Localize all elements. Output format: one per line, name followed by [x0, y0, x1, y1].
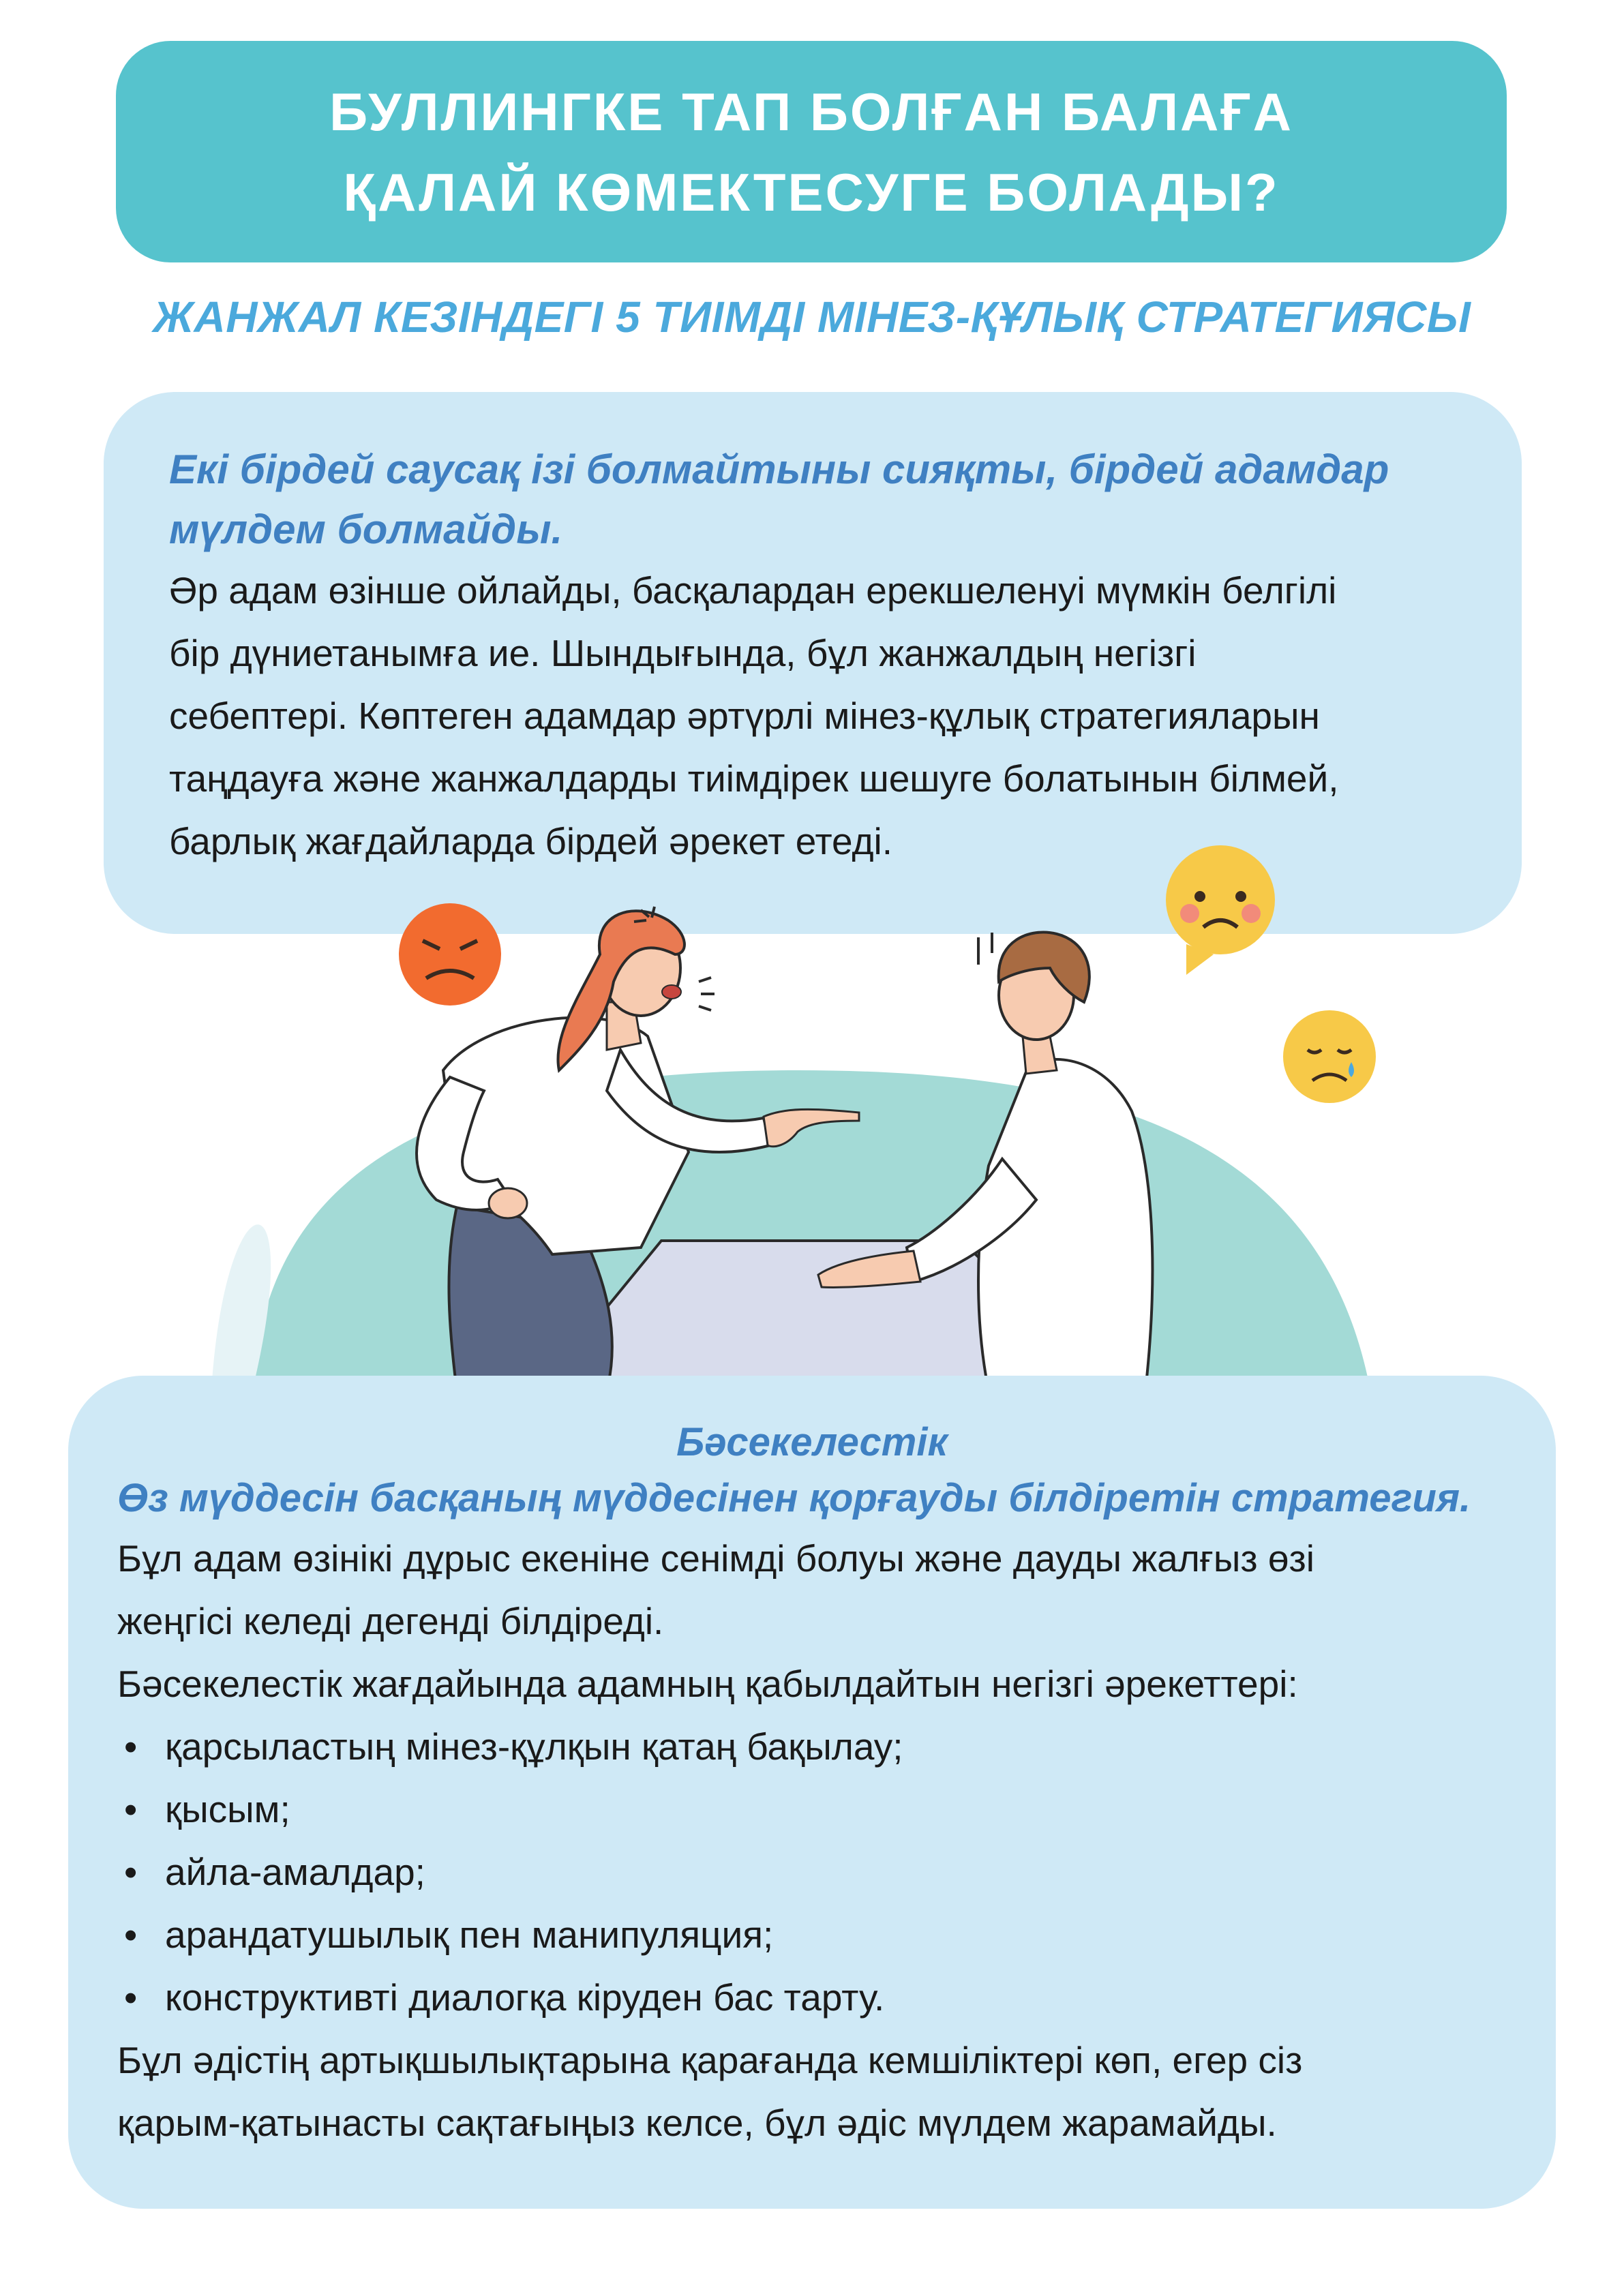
title-line-2: ҚАЛАЙ КӨМЕКТЕСУГЕ БОЛАДЫ?	[343, 162, 1280, 222]
list-item: • қысым;	[117, 1778, 1522, 1841]
surprise-lines	[978, 933, 992, 965]
list-item: • конструктивті диалогқа кіруден бас тарту.	[117, 1966, 1522, 2029]
body-line: Бұл адам өзінікі дұрыс екеніне сенімді болуы және дауды жалғыз өзі	[117, 1537, 1314, 1580]
intro-body-line: таңдауға және жанжалдарды тиімдірек шешуге болатынын білмей,	[169, 757, 1339, 800]
section-subtitle: ЖАНЖАЛ КЕЗІНДЕГІ 5 ТИІМДІ МІНЕЗ-ҚҰЛЫҚ СТРАТЕГИЯСЫ	[153, 292, 1471, 342]
list-item: • арандатушылық пен манипуляция;	[117, 1903, 1522, 1966]
crying-face-icon	[1283, 1010, 1376, 1103]
conclusion-line: қарым-қатынасты сақтағыңыз келсе, бұл әдіс мүлдем жарамайды.	[117, 2102, 1277, 2144]
intro-body-line: барлық жағдайларда бірдей әрекет етеді.	[169, 820, 893, 862]
title-banner	[116, 41, 1507, 262]
intro-lead	[169, 440, 1478, 560]
intro-body-line: бір дүниетанымға ие. Шындығында, бұл жанжалдың негізгі	[169, 632, 1197, 674]
actions-intro: Бәсекелестік жағдайында адамның қабылдайтын негізгі әрекеттері:	[117, 1663, 1298, 1705]
body-line: жеңгісі келеді дегенді білдіреді.	[117, 1600, 664, 1642]
list-item: • қарсыластың мінез-құлқын қатаң бақылау;	[117, 1715, 1522, 1778]
conflict-illustration	[170, 845, 1452, 1391]
angry-face-icon	[399, 903, 501, 1006]
competition-card	[68, 1376, 1556, 2209]
intro-body	[169, 559, 1492, 873]
intro-lead-line: Екі бірдей саусақ ізі болмайтыны сияқты, бірдей адамдар	[169, 447, 1389, 492]
actions-list	[117, 1715, 1522, 2029]
woman-mouth	[662, 985, 681, 999]
strategy-heading: Бәсекелестік	[676, 1420, 948, 1464]
intro-body-line: себептері. Көптеген адамдар әртүрлі мінез-құлық стратегияларын	[169, 695, 1320, 737]
title-line-1: БУЛЛИНГКЕ ТАП БОЛҒАН БАЛАҒА	[329, 81, 1293, 142]
man-neck	[1023, 1036, 1057, 1074]
shout-lines	[699, 978, 715, 1010]
intro-body-line: Әр адам өзінше ойлайды, басқалардан ерекшеленуі мүмкін белгілі	[169, 569, 1337, 611]
list-item: • айла-амалдар;	[117, 1841, 1522, 1903]
intro-lead-line: мүлдем болмайды.	[169, 507, 563, 552]
conclusion-line: Бұл әдістің артықшылықтарына қарағанда кемшіліктері көп, егер сіз	[117, 2039, 1303, 2081]
strategy-body	[117, 1527, 1522, 2154]
woman-hip-hand	[489, 1188, 527, 1218]
strategy-definition: Өз мүддесін басқаның мүддесінен қорғауды білдіретін стратегия.	[117, 1476, 1471, 1520]
sad-face-speech-bubble-icon	[1166, 845, 1275, 975]
